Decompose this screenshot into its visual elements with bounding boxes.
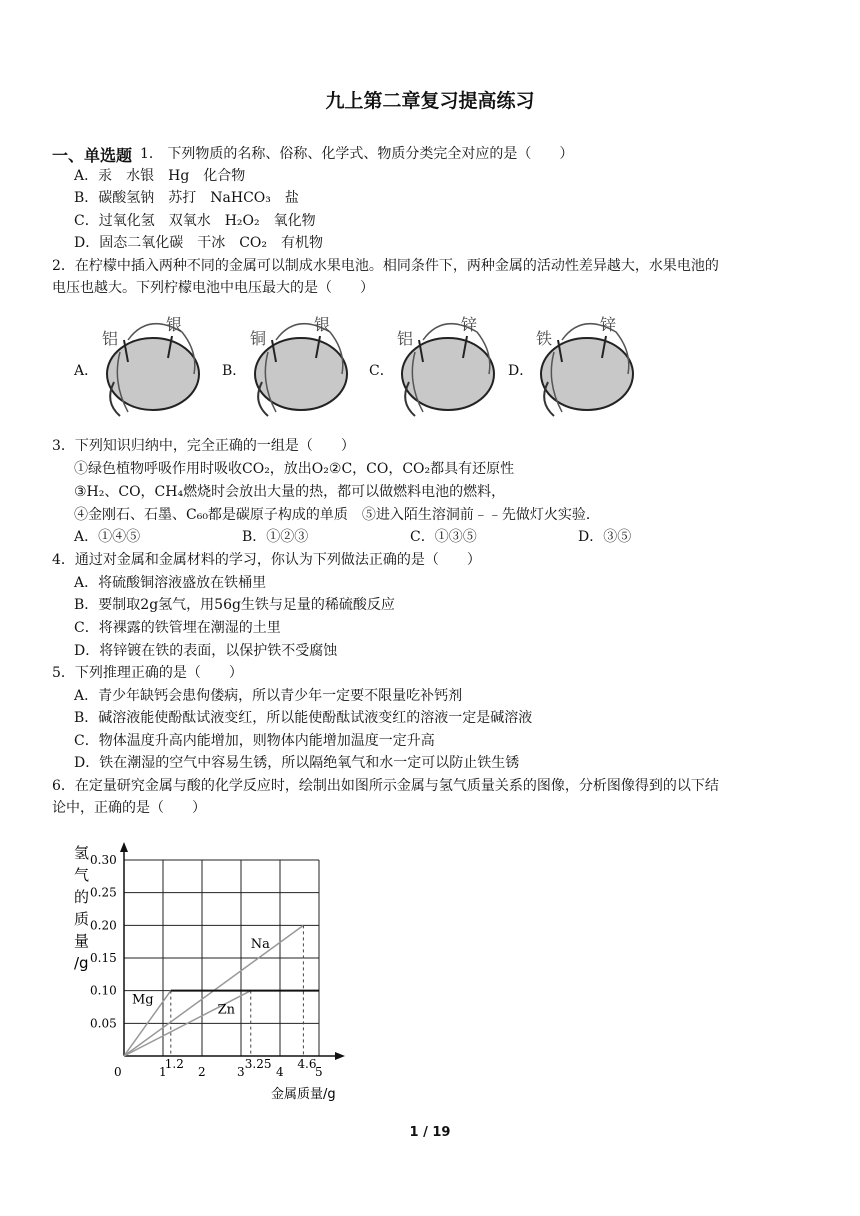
y-tick-label: 0.30 <box>90 853 117 867</box>
y-axis-label-char: /g <box>74 954 89 972</box>
y-tick-label: 0.25 <box>90 885 117 900</box>
y-axis-arrow <box>120 842 128 852</box>
left-metal-label: 铜 <box>250 329 267 348</box>
x-tick-label: 3 <box>237 1065 245 1079</box>
option-letter: C． <box>369 363 394 379</box>
q3-option-a: A．①④⑤ <box>74 529 141 545</box>
q1-option-b: B．碳酸氢钠 苏打 NaHCO₃ 盐 <box>74 190 299 206</box>
y-axis-label-char: 量 <box>74 932 90 950</box>
x-annotation-label: 1.2 <box>164 1057 184 1071</box>
series-label-mg: Mg <box>132 992 154 1008</box>
q4-option-a: A．将硫酸铜溶液盛放在铁桶里 <box>74 575 267 591</box>
q2-stem-line1: 2．在柠檬中插入两种不同的金属可以制成水果电池。相同条件下，两种金属的活动性差异越大，水果电池的 <box>52 258 719 274</box>
q1-option-a: A．汞 水银 Hg 化合物 <box>74 168 246 184</box>
q1-option-d: D．固态二氧化碳 干冰 CO₂ 有机物 <box>74 235 324 251</box>
lemon-battery-image <box>532 312 642 422</box>
x-tick-label: 2 <box>198 1065 206 1079</box>
y-axis-label-char: 氢 <box>74 844 90 862</box>
option-letter: B． <box>222 363 247 379</box>
chart-grid <box>124 860 319 1056</box>
q4-stem: 4．通过对金属和金属材料的学习，你认为下列做法正确的是（ ） <box>52 552 481 568</box>
y-tick-label: 0.05 <box>90 1016 117 1031</box>
lemon-option-d <box>508 312 648 422</box>
chart-ticks <box>90 853 323 1079</box>
lemon-option-c <box>369 312 509 422</box>
left-metal-label: 铝 <box>102 329 119 348</box>
section-heading: 一、单选题 <box>52 146 133 165</box>
left-metal-label: 铝 <box>397 329 414 348</box>
hydrogen-mass-chart <box>66 836 366 1106</box>
x-tick-label: 4 <box>276 1065 284 1079</box>
y-axis-label-char: 质 <box>74 910 90 928</box>
q4-option-c: C．将裸露的铁管埋在潮湿的土里 <box>74 620 281 636</box>
q5-option-a: A．青少年缺钙会患佝偻病，所以青少年一定要不限量吃补钙剂 <box>74 688 463 704</box>
q3-line-2: ③H₂、CO，CH₄燃烧时会放出大量的热，都可以做燃料电池的燃料， <box>74 484 506 500</box>
page-number: 1 / 19 <box>409 1125 451 1140</box>
lemon-battery-image <box>393 312 503 422</box>
series-label-na: Na <box>250 937 270 953</box>
lemon-option-a <box>74 312 214 422</box>
option-letter: D． <box>508 363 534 379</box>
x-tick-label: 5 <box>315 1065 323 1079</box>
q4-option-b: B．要制取2g氢气，用56g生铁与足量的稀硫酸反应 <box>74 597 395 613</box>
q3-stem: 3．下列知识归纳中，完全正确的一组是（ ） <box>52 438 355 454</box>
y-axis-label-char: 气 <box>74 866 90 884</box>
q3-option-c: C．①③⑤ <box>410 529 477 545</box>
right-metal-label: 锌 <box>600 315 617 334</box>
q3-option-b: B．①②③ <box>242 529 309 545</box>
q1-option-c: C．过氧化氢 双氧水 H₂O₂ 氧化物 <box>74 213 316 229</box>
x-axis-label: 金属质量/g <box>271 1087 336 1102</box>
q5-stem: 5．下列推理正确的是（ ） <box>52 665 243 681</box>
q2-stem-line2: 电压也越大。下列柠檬电池中电压最大的是（ ） <box>52 280 374 296</box>
chart-axes <box>120 842 345 1060</box>
series-label-zn: Zn <box>217 1002 236 1018</box>
y-axis-label-char: 的 <box>74 888 90 906</box>
q5-option-d: D．铁在潮湿的空气中容易生锈，所以隔绝氧气和水一定可以防止铁生锈 <box>74 755 520 771</box>
q5-option-b: B．碱溶液能使酚酞试液变红，所以能使酚酞试液变红的溶液一定是碱溶液 <box>74 710 533 726</box>
q3-line-3: ④金刚石、石墨、C₆₀都是碳原子构成的单质 ⑤进入陌生溶洞前﹣﹣先做灯火实验． <box>74 507 600 523</box>
y-tick-label: 0.10 <box>90 983 117 998</box>
q6-stem-line1: 6．在定量研究金属与酸的化学反应时，绘制出如图所示金属与氢气质量关系的图像，分析图像得到的以下结 <box>52 778 719 794</box>
x-axis-arrow <box>335 1052 345 1060</box>
left-metal-label: 铁 <box>536 329 553 348</box>
q3-line-1: ①绿色植物呼吸作用时吸收CO₂，放出O₂②C，CO，CO₂都具有还原性 <box>74 461 515 477</box>
right-metal-label: 银 <box>166 315 183 334</box>
x-tick-label: 0 <box>114 1065 122 1079</box>
q3-option-d: D．③⑤ <box>578 529 632 545</box>
right-metal-label: 锌 <box>461 315 478 334</box>
y-tick-label: 0.15 <box>90 951 117 965</box>
lemon-battery-options <box>74 312 694 422</box>
x-tick-label: 1 <box>159 1065 167 1079</box>
right-metal-label: 银 <box>314 315 331 334</box>
page-title: 九上第二章复习提高练习 <box>325 90 535 112</box>
q4-option-d: D．将锌镀在铁的表面，以保护铁不受腐蚀 <box>74 643 338 659</box>
lemon-option-b <box>222 312 362 422</box>
lemon-battery-image <box>246 312 356 422</box>
y-tick-label: 0.20 <box>90 918 117 933</box>
y-axis-label <box>74 844 89 972</box>
x-annotation-label: 4.6 <box>297 1057 317 1071</box>
q1-stem: 1． 下列物质的名称、俗称、化学式、物质分类完全对应的是（ ） <box>140 146 574 162</box>
q6-stem-line2: 论中，正确的是（ ） <box>52 800 206 816</box>
q5-option-c: C．物体温度升高内能增加，则物体内能增加温度一定升高 <box>74 733 435 749</box>
x-annotation-label: 3.25 <box>244 1057 272 1071</box>
lemon-battery-image <box>98 312 208 422</box>
option-letter: A． <box>74 363 99 379</box>
